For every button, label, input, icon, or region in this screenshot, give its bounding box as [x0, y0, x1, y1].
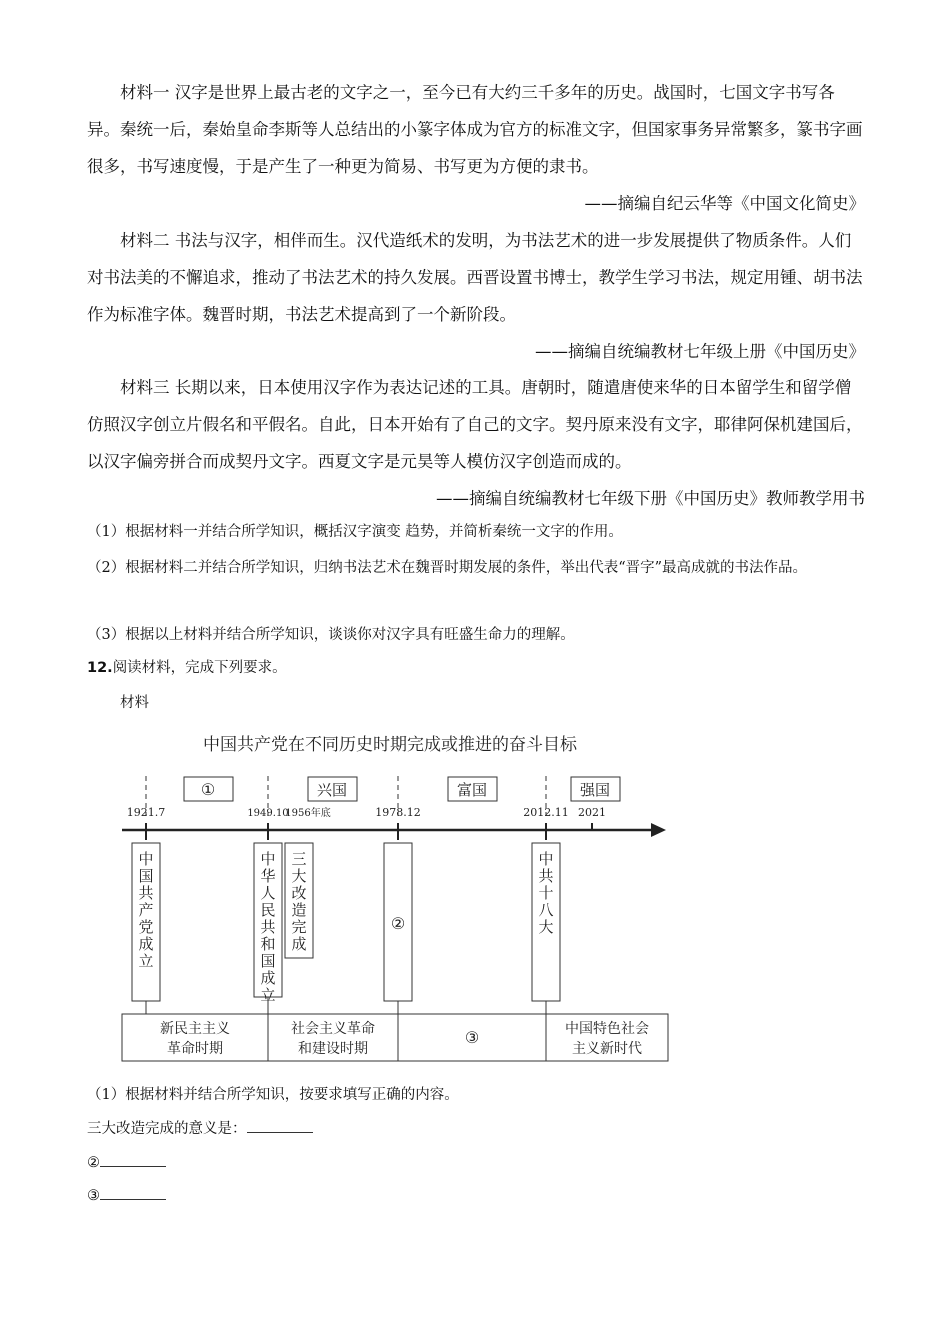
period-1-line1: 新民主主义 — [160, 1021, 230, 1037]
q12-fill-3 — [87, 1178, 867, 1214]
material-1-source: ——摘编自纪云华等《中国文化简史》 — [584, 194, 865, 213]
q12-prompt: 阅读材料，完成下列要求。 — [112, 660, 287, 676]
event-blank-2: ② — [390, 914, 406, 933]
q11-sub1: （1）根据材料一并结合所学知识，概括汉字演变 趋势，并简析秦统一文字的作用。 — [87, 524, 623, 540]
date-1921: 1921.7 — [126, 806, 166, 819]
q12-fill-1 — [87, 1111, 867, 1147]
fill-1-blank[interactable] — [247, 1131, 313, 1133]
fill-2-label: ② — [87, 1155, 100, 1171]
q12-fill-2 — [87, 1145, 867, 1181]
date-2021: 2021 — [578, 806, 606, 819]
q12-sub1: （1）根据材料并结合所学知识，按要求填写正确的内容。 — [87, 1087, 459, 1103]
material-2: 材料二 书法与汉字，相伴而生。汉代造纸术的发明，为书法艺术的进一步发展提供了物质条件。人们对书法美的不懈追求，推动了书法艺术的持久发展。西晋设置书博士，教学生学习书法，规定用锺、胡书法作为标准字体。魏晋时期，书法艺术提高到了一个新阶段。 — [87, 231, 863, 324]
period-4-line2: 主义新时代 — [572, 1041, 642, 1057]
axis-ticks — [146, 823, 592, 840]
q11-sub3: （3）根据以上材料并结合所学知识，谈谈你对汉字具有旺盛生命力的理解。 — [87, 627, 575, 643]
period-2-line2: 和建设时期 — [298, 1041, 368, 1057]
date-1978: 1978.12 — [375, 806, 421, 819]
event-three-reforms: 三大改造完成 — [291, 850, 307, 953]
material-2-source: ——摘编自统编教材七年级上册《中国历史》 — [535, 342, 865, 361]
material-3: 材料三 长期以来，日本使用汉字作为表达记述的工具。唐朝时，随遣唐使来华的日本留学生和留学僧仿照汉字创立片假名和平假名。自此，日本开始有了自己的文字。契丹原来没有文字，耶律阿保机建国后，以汉字偏旁拼合而成契丹文字。西夏文字是元昊等人模仿汉字创造而成的。 — [87, 378, 863, 471]
fill-1-label: 三大改造完成的意义是： — [87, 1121, 247, 1137]
q12-number: 12. — [87, 660, 113, 676]
period-3-blank: ③ — [464, 1028, 480, 1047]
fill-3-label: ③ — [87, 1188, 100, 1204]
date-1956: 1956年底 — [285, 808, 331, 819]
goal-3: 富国 — [456, 781, 488, 799]
material-3-source: ——摘编自统编教材七年级下册《中国历史》教师教学用书 — [436, 489, 865, 508]
fill-3-blank[interactable] — [100, 1198, 166, 1200]
date-1949: 1949.10 — [247, 808, 289, 819]
event-prc-founded: 中华人民共和国成立 — [260, 850, 276, 1004]
fill-2-blank[interactable] — [100, 1165, 166, 1167]
material-1: 材料一 汉字是世界上最古老的文字之一，至今已有大约三千多年的历史。战国时，七国文字书写各异。秦统一后，秦始皇命李斯等人总结出的小篆字体成为官方的标准文字，但国家事务异常繁多，篆书字画很多，书写速度慢，于是产生了一种更为简易、书写更为方便的隶书。 — [87, 83, 863, 176]
axis-arrow — [651, 823, 666, 837]
q12-material-label: 材料 — [120, 695, 149, 711]
period-1-line2: 革命时期 — [167, 1041, 223, 1057]
goal-1: ① — [200, 780, 216, 799]
date-2012: 2012.11 — [523, 806, 569, 819]
goal-4: 强国 — [579, 781, 611, 799]
goal-2: 兴国 — [316, 781, 348, 799]
event-cpc-founded: 中国共产党成立 — [138, 850, 154, 970]
period-2-line1: 社会主义革命 — [291, 1021, 375, 1037]
timeline-title: 中国共产党在不同历史时期完成或推进的奋斗目标 — [203, 735, 577, 755]
period-4-line1: 中国特色社会 — [565, 1021, 649, 1037]
q11-sub2: （2）根据材料二并结合所学知识，归纳书法艺术在魏晋时期发展的条件，举出代表“晋字”最高成就的书法作品。 — [87, 560, 808, 576]
event-18th-congress: 中共十八大 — [538, 850, 554, 936]
q12-heading — [87, 650, 867, 686]
timeline-figure — [110, 724, 675, 1069]
